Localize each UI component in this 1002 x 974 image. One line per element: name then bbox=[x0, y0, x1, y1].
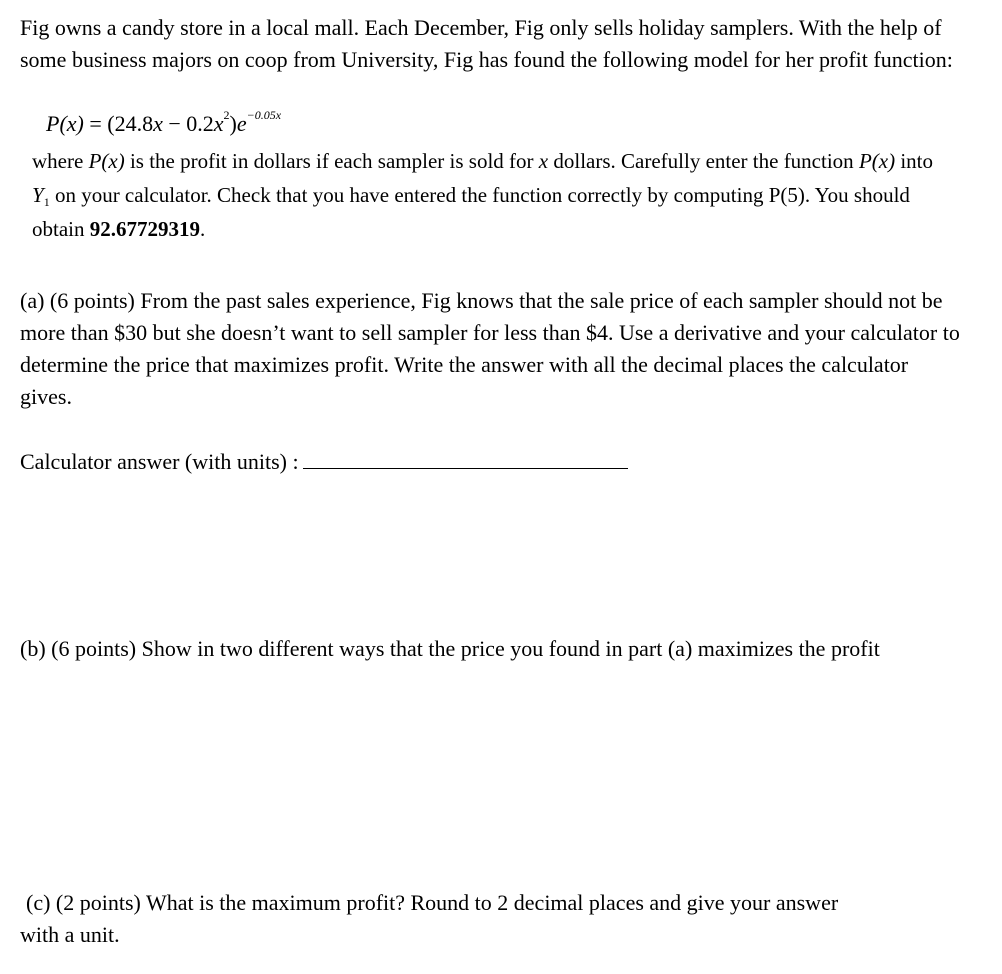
part-b-question: (b) (6 points) Show in two different ways that the price you found in part (a) maximizes the profit bbox=[20, 636, 880, 661]
formula-x2: x bbox=[213, 111, 224, 136]
where-x: x bbox=[538, 149, 549, 173]
calculator-answer-row bbox=[20, 444, 628, 478]
formula-x1: x bbox=[153, 111, 163, 136]
formula-square: 2 bbox=[223, 108, 230, 122]
formula-exponent: −0.05x bbox=[246, 108, 282, 122]
part-c-line-1: (c) (2 points) What is the maximum profit? Round to 2 decimal places and give your answer bbox=[26, 890, 839, 915]
part-c-line-2: with a unit. bbox=[20, 922, 120, 947]
calculator-answer-blank[interactable] bbox=[303, 444, 628, 469]
where-text-1: where bbox=[32, 149, 89, 173]
formula-eq: = (24.8 bbox=[83, 111, 154, 136]
part-c-question bbox=[20, 887, 965, 951]
where-text-3: dollars. Carefully enter the function bbox=[548, 149, 859, 173]
formula-minus: − 0.2 bbox=[162, 111, 214, 136]
profit-formula bbox=[46, 108, 281, 140]
part-a-question: (a) (6 points) From the past sales experience, Fig knows that the sale price of each sampler should not be more than $30 but she doesn’t want to sell sampler for less than $4. Use a derivative and your calculator to determine the price that maximizes profit. Write the answer with all the decimal places the calculator gives. bbox=[20, 288, 960, 409]
where-text-6: . bbox=[200, 217, 206, 241]
where-y-sub: 1 bbox=[43, 195, 50, 209]
where-px-2: P(x) bbox=[858, 149, 896, 173]
calculator-answer-label: Calculator answer (with units) : bbox=[20, 449, 299, 474]
where-text-5: on your calculator. Check that you have entered the function correctly by computing P(5). You should obtain bbox=[32, 183, 910, 241]
where-text-4: into bbox=[895, 149, 933, 173]
where-text-2: is the profit in dollars if each sampler is sold for bbox=[124, 149, 539, 173]
where-paragraph bbox=[32, 144, 952, 246]
formula-close: ) bbox=[229, 111, 237, 136]
where-y: Y bbox=[32, 183, 44, 207]
formula-lhs: P(x) bbox=[46, 111, 84, 136]
intro-paragraph: Fig owns a candy store in a local mall. Each December, Fig only sells holiday samplers. With the help of some business majors on coop from University, Fig has found the following model for her profit function: bbox=[20, 15, 953, 72]
formula-e: e bbox=[236, 111, 247, 136]
check-value: 92.67729319 bbox=[89, 217, 200, 241]
where-px: P(x) bbox=[88, 149, 125, 173]
